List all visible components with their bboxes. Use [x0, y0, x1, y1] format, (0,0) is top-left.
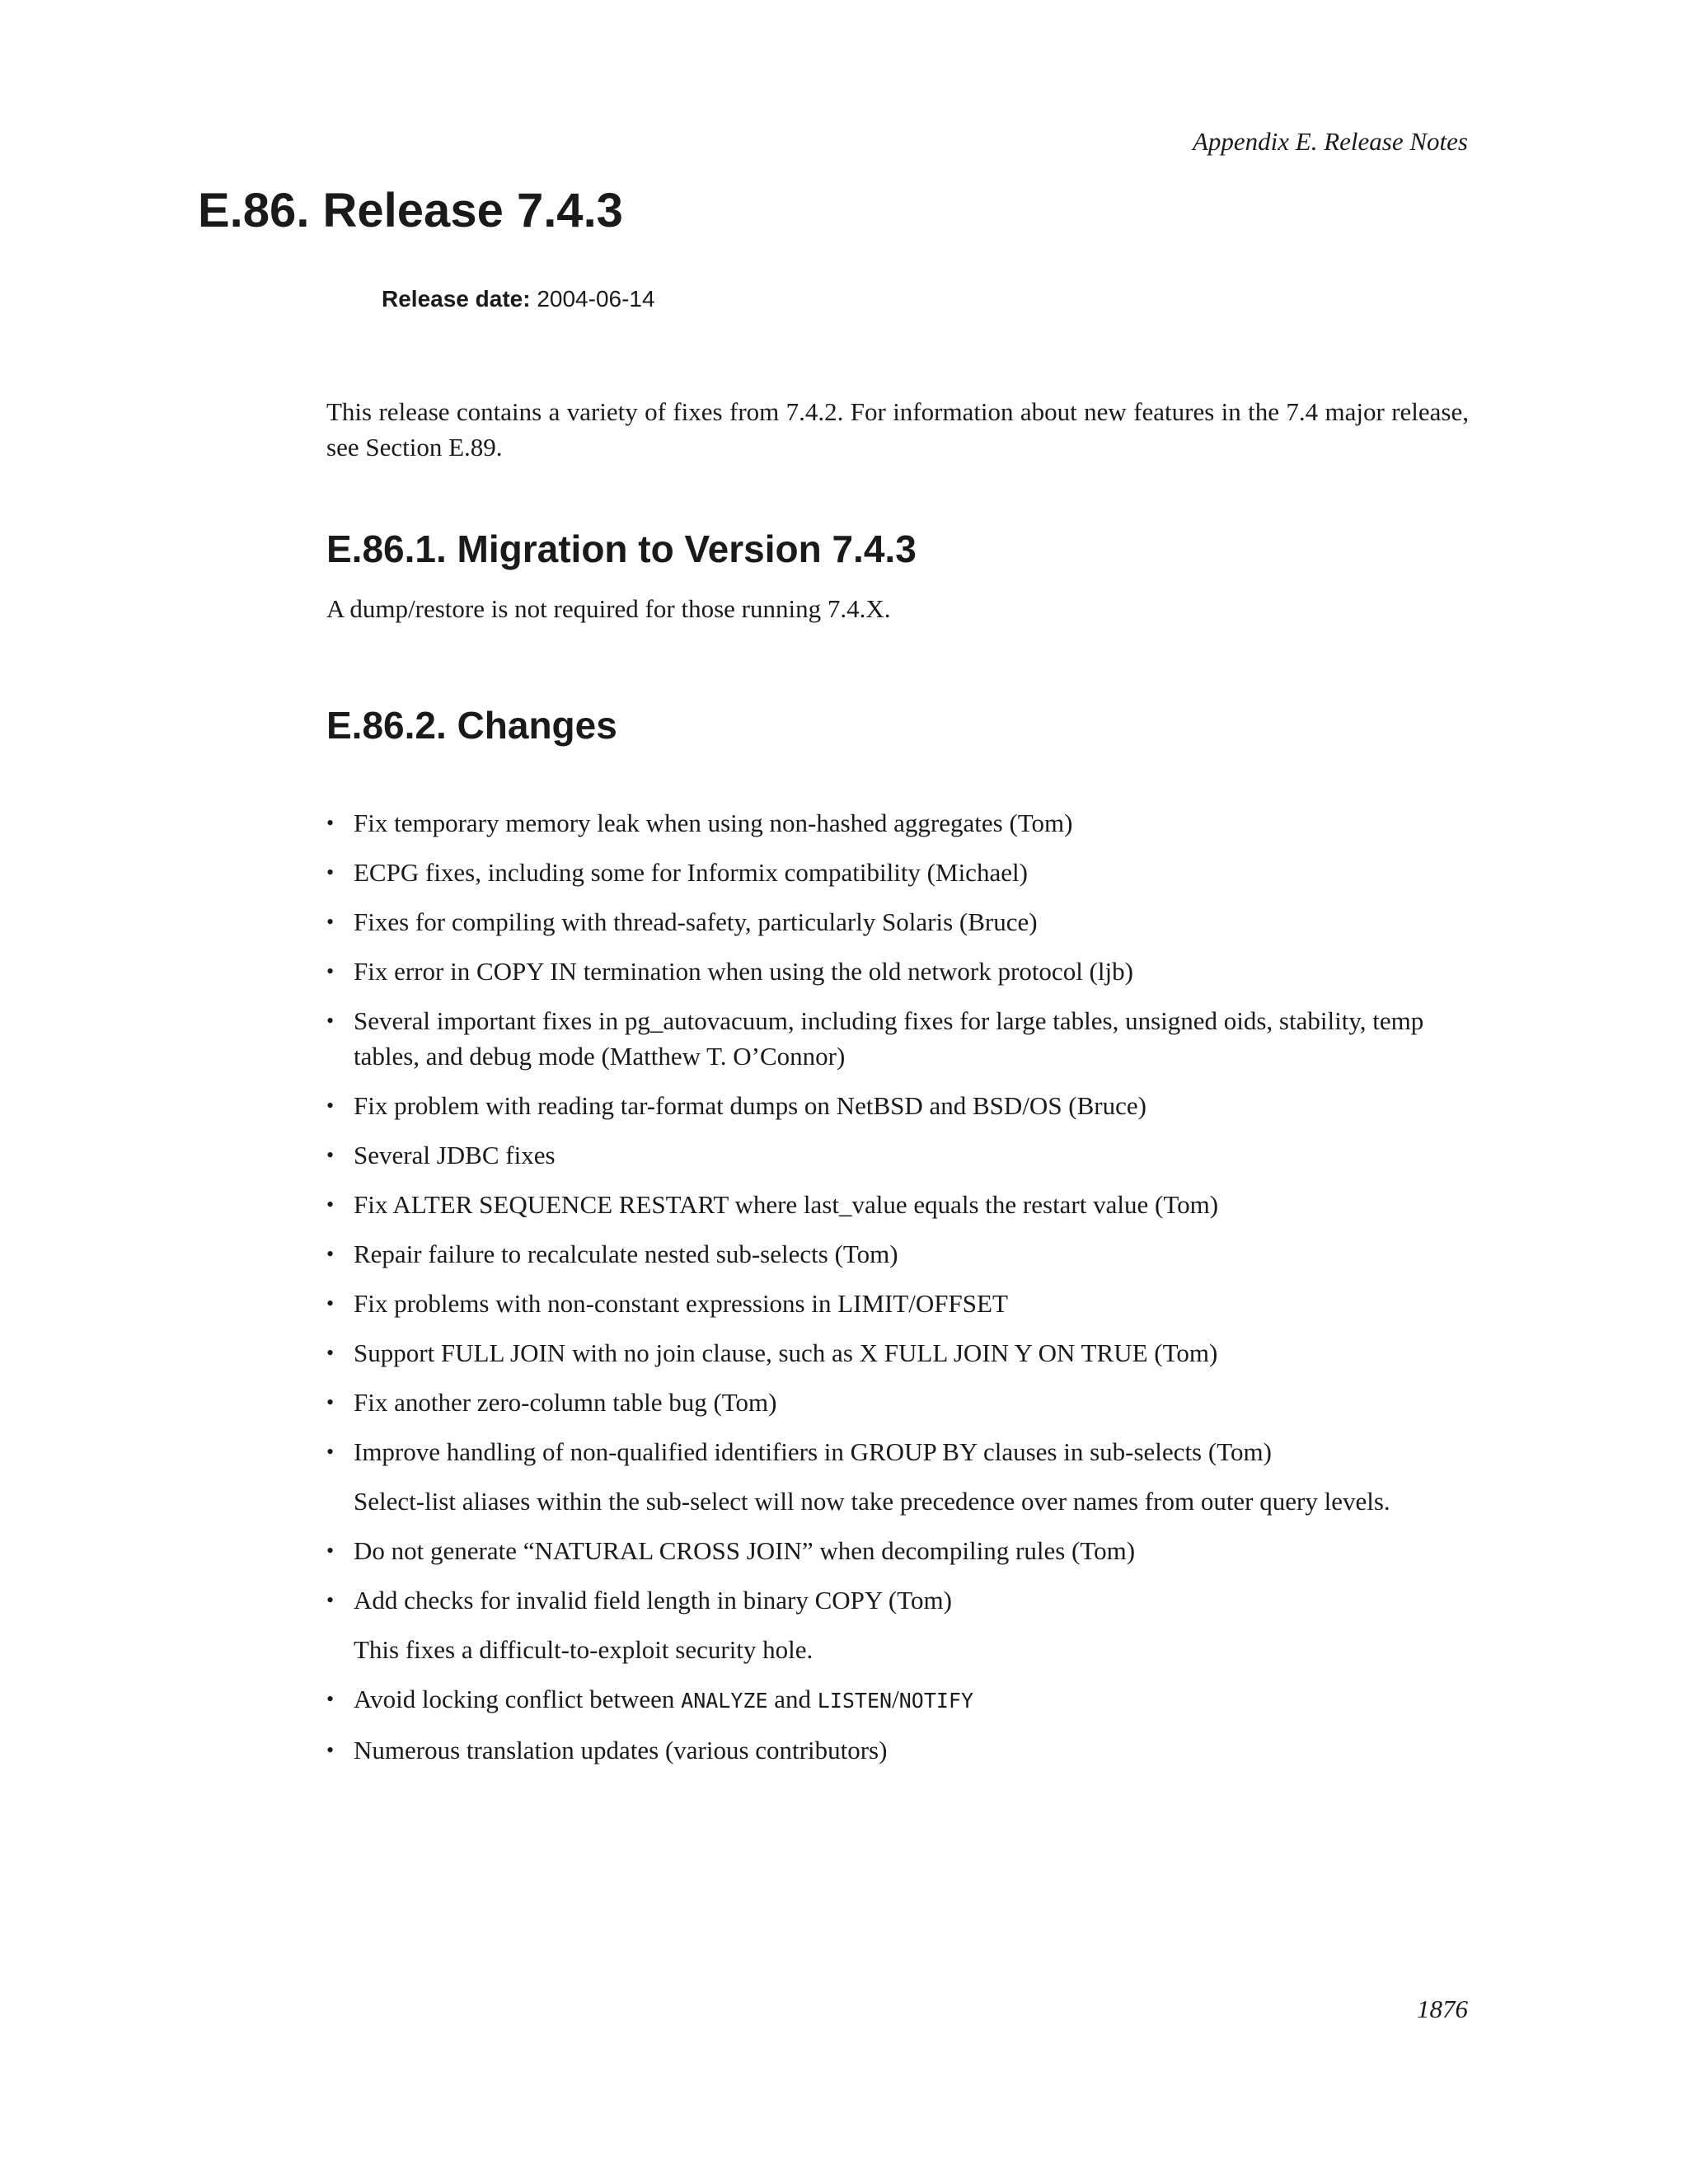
- list-item-text: Do not generate “NATURAL CROSS JOIN” when decompiling rules (Tom): [354, 1536, 1136, 1565]
- list-item: [326, 1385, 1472, 1420]
- list-item-text: Fix problems with non-constant expressions in LIMIT/OFFSET: [354, 1289, 1008, 1318]
- list-item-text: Fix error in COPY IN termination when using the old network protocol (ljb): [354, 957, 1133, 986]
- running-header: Appendix E. Release Notes: [1192, 127, 1468, 156]
- list-item-text: Numerous translation updates (various contributors): [354, 1736, 888, 1765]
- list-item: [326, 855, 1472, 890]
- code-analyze: ANALYZE: [681, 1689, 768, 1713]
- list-item-text: Several important fixes in pg_autovacuum, including fixes for large tables, unsigned oids, stability, temp tables, and debug mode (Matthew T. O’Connor): [354, 1006, 1424, 1071]
- list-item: [326, 1286, 1472, 1321]
- chapter-title: E.86. Release 7.4.3: [198, 184, 623, 237]
- bullet-icon: •: [326, 860, 335, 884]
- list-item-text: Add checks for invalid field length in binary COPY (Tom): [354, 1586, 952, 1615]
- list-item-text: Avoid locking conflict between: [354, 1685, 682, 1713]
- list-item-text: Repair failure to recalculate nested sub-selects (Tom): [354, 1240, 898, 1268]
- bullet-icon: •: [326, 1738, 335, 1762]
- bullet-icon: •: [326, 1440, 335, 1464]
- release-date-value: 2004-06-14: [537, 286, 655, 312]
- list-item-note: Select-list aliases within the sub-select will now take precedence over names from outer query levels.: [354, 1487, 1390, 1516]
- bullet-icon: •: [326, 1242, 335, 1266]
- list-item: [326, 1681, 1472, 1718]
- list-item: [326, 904, 1472, 940]
- bullet-icon: •: [326, 1193, 335, 1216]
- list-item: [326, 1335, 1472, 1371]
- list-item-text: Fix another zero-column table bug (Tom): [354, 1388, 777, 1417]
- list-item: [326, 1137, 1472, 1173]
- bullet-icon: •: [326, 1291, 335, 1315]
- list-item-text: Several JDBC fixes: [354, 1141, 556, 1169]
- list-item: [326, 1003, 1472, 1074]
- changes-list: [326, 805, 1472, 1782]
- list-item-text: and: [767, 1685, 818, 1713]
- migration-paragraph: A dump/restore is not required for those running 7.4.X.: [326, 594, 891, 623]
- list-item-text: Fix ALTER SEQUENCE RESTART where last_value equals the restart value (Tom): [354, 1190, 1219, 1219]
- list-item-note: This fixes a difficult-to-exploit security hole.: [354, 1635, 814, 1664]
- list-item: [326, 1187, 1472, 1222]
- bullet-icon: •: [326, 910, 335, 934]
- list-item: [326, 1533, 1472, 1568]
- list-item: [326, 1236, 1472, 1272]
- bullet-icon: •: [326, 1390, 335, 1414]
- changes-section-title: E.86.2. Changes: [326, 704, 617, 747]
- list-item-text: Fix problem with reading tar-format dumps on NetBSD and BSD/OS (Bruce): [354, 1091, 1146, 1120]
- list-item-text: ECPG fixes, including some for Informix compatibility (Michael): [354, 858, 1028, 887]
- list-item: [326, 1732, 1472, 1768]
- list-item-text: Fix temporary memory leak when using non-hashed aggregates (Tom): [354, 808, 1073, 837]
- bullet-icon: •: [326, 1687, 335, 1711]
- page-number: 1876: [1417, 1994, 1468, 2023]
- bullet-icon: •: [326, 1539, 335, 1563]
- list-item: [326, 1582, 1472, 1667]
- bullet-icon: •: [326, 1143, 335, 1167]
- slash-separator: /: [892, 1685, 899, 1713]
- code-listen: LISTEN: [817, 1689, 893, 1713]
- bullet-icon: •: [326, 959, 335, 983]
- release-date-label: Release date:: [382, 286, 531, 312]
- intro-paragraph: This release contains a variety of fixes from 7.4.2. For information about new features in the 7.4 major release, see Section E.89.: [326, 397, 1469, 462]
- code-notify: NOTIFY: [898, 1689, 974, 1713]
- list-item: [326, 805, 1472, 841]
- migration-section-title: E.86.1. Migration to Version 7.4.3: [326, 527, 917, 570]
- bullet-icon: •: [326, 1094, 335, 1118]
- release-date: [382, 283, 655, 316]
- list-item-text: Improve handling of non-qualified identifiers in GROUP BY clauses in sub-selects (Tom): [354, 1437, 1272, 1466]
- list-item: [326, 1434, 1472, 1519]
- list-item-text: Fixes for compiling with thread-safety, particularly Solaris (Bruce): [354, 907, 1038, 936]
- list-item: [326, 954, 1472, 989]
- list-item: [326, 1088, 1472, 1123]
- bullet-icon: •: [326, 1341, 335, 1365]
- bullet-icon: •: [326, 1588, 335, 1612]
- bullet-icon: •: [326, 1009, 335, 1033]
- list-item-text: Support FULL JOIN with no join clause, such as X FULL JOIN Y ON TRUE (Tom): [354, 1338, 1218, 1367]
- bullet-icon: •: [326, 811, 335, 835]
